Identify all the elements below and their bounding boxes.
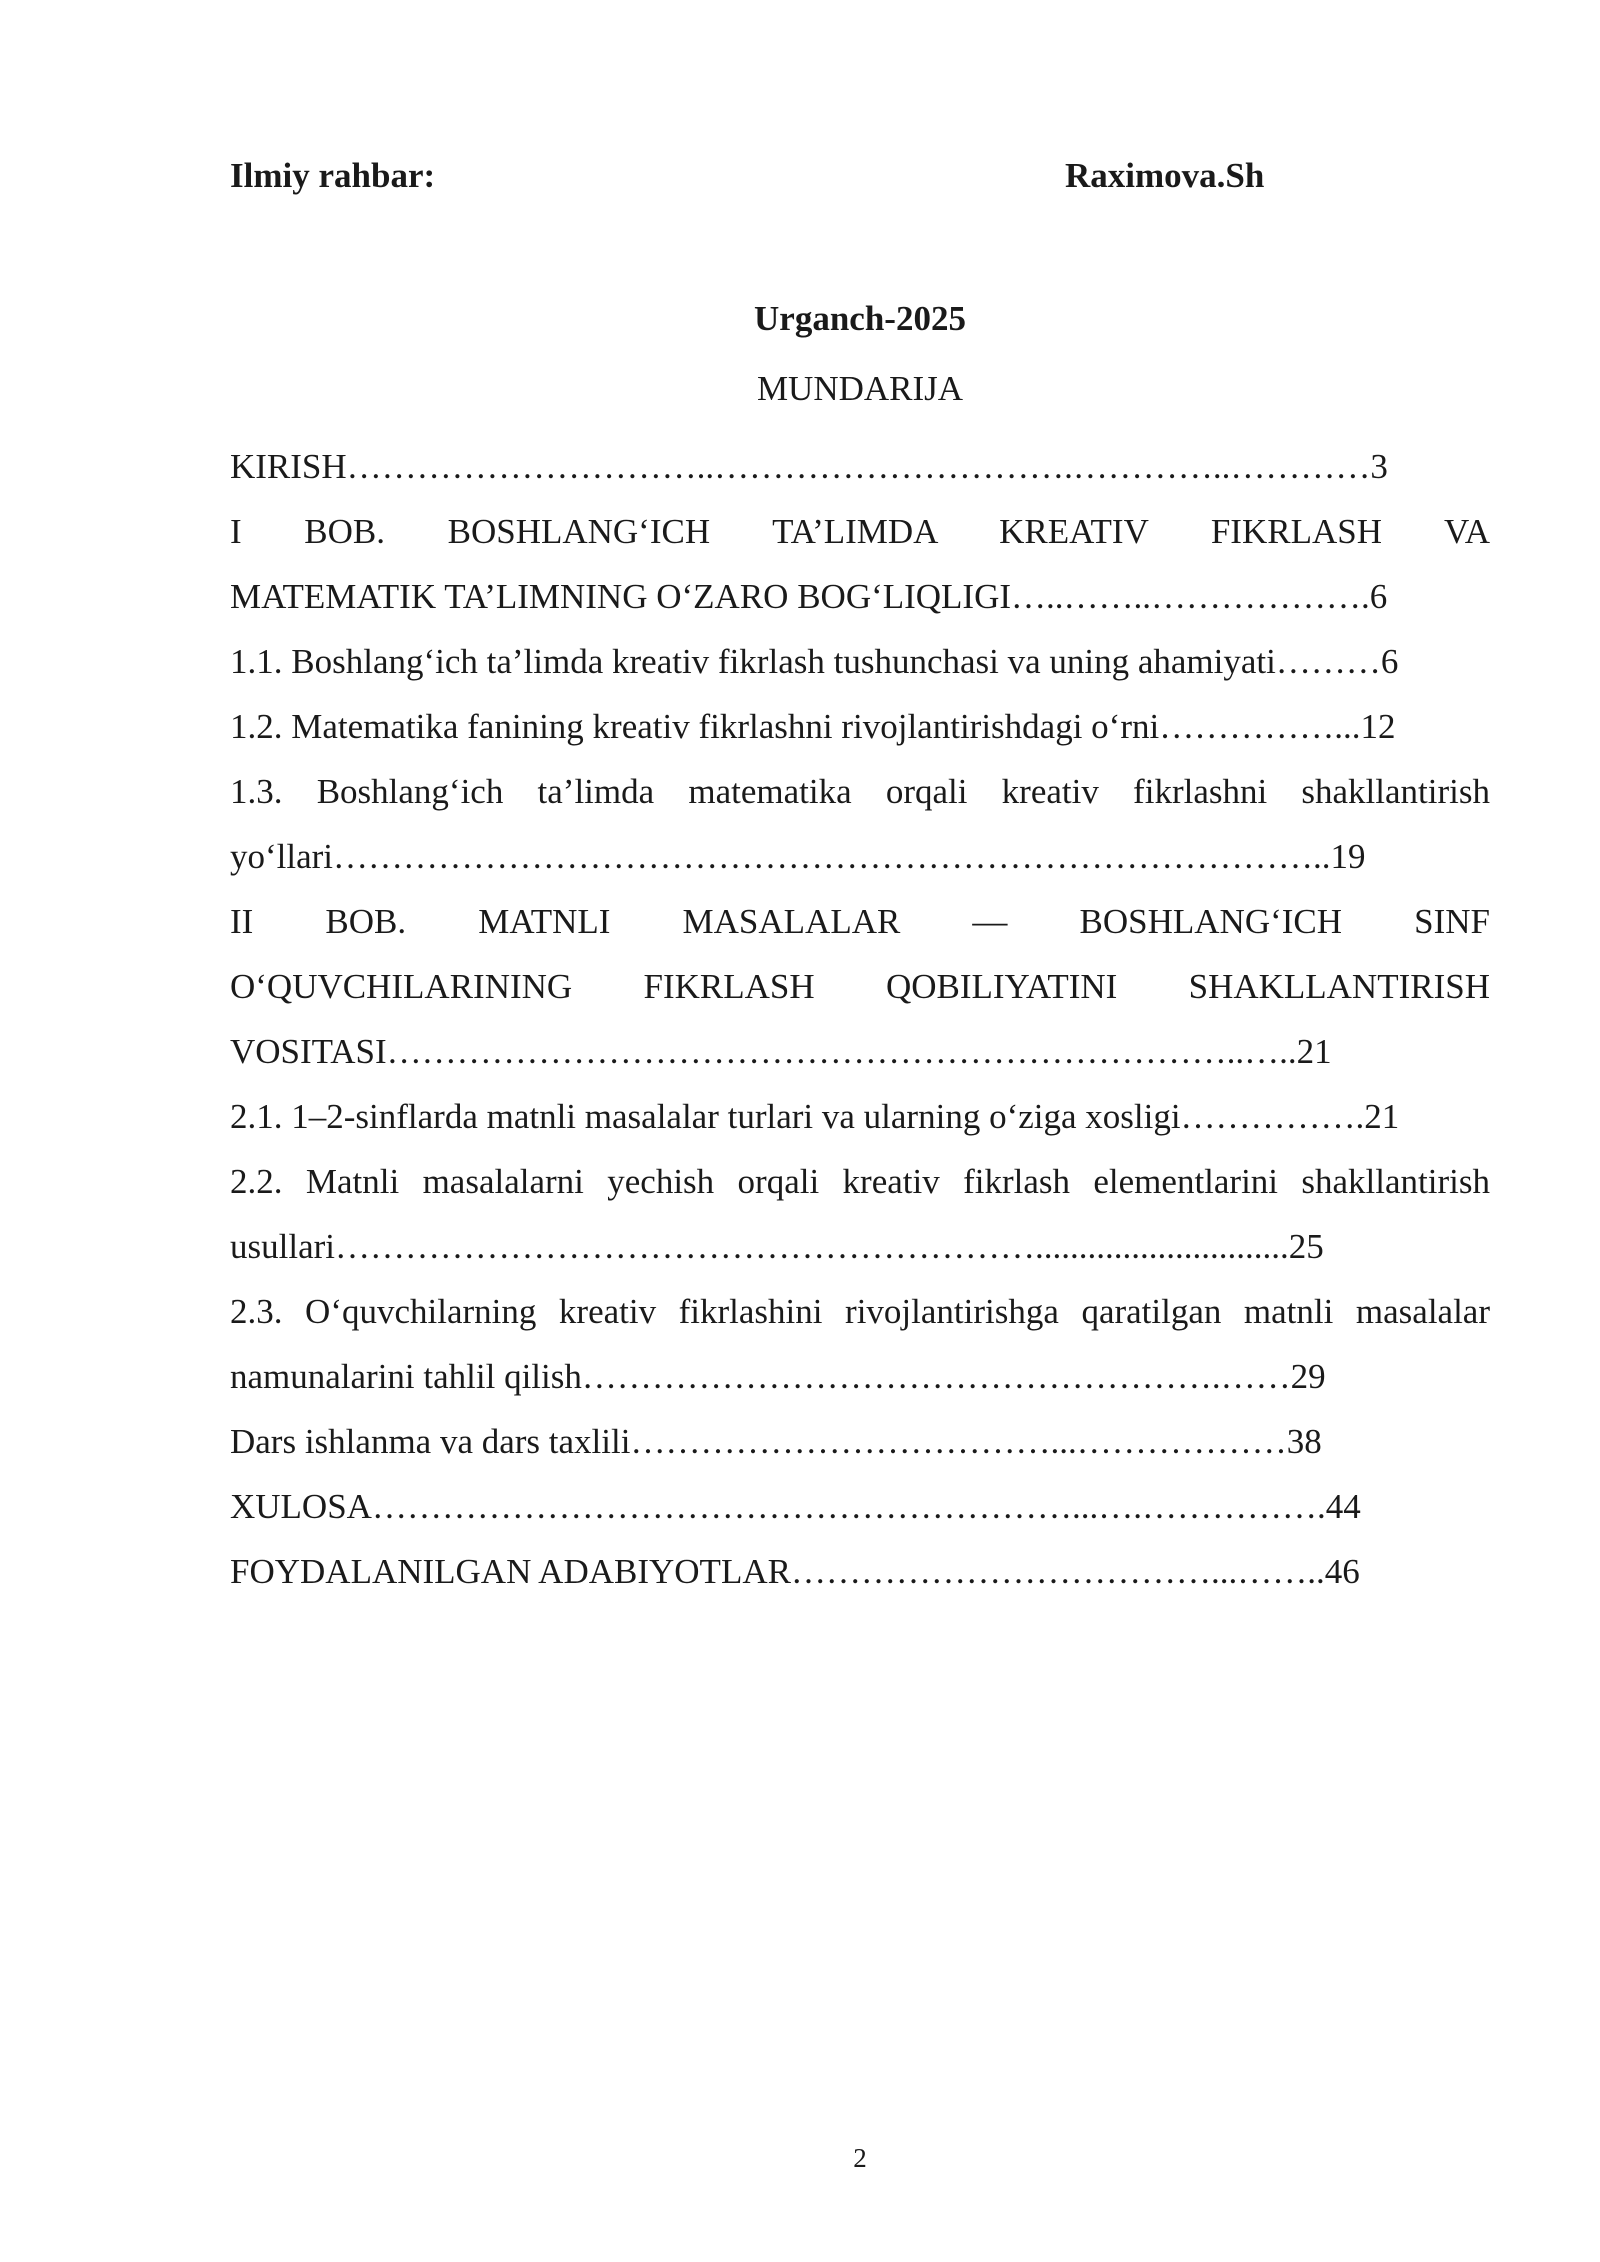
- toc-entry-chapter-2-cont: O‘QUVCHILARINING FIKRLASH QOBILIYATINI SHAKLLANTIRISH: [230, 967, 1490, 1006]
- toc-entry-1-1: 1.1. Boshlang‘ich ta’limda kreativ fikrlash tushunchasi va uning ahamiyati………6: [230, 642, 1399, 681]
- place-year: Urganch-2025: [754, 299, 966, 338]
- toc-entry-conclusion: XULOSA……………………………………………………...….…………….44: [230, 1487, 1361, 1526]
- toc-entry-2-3-cont: namunalarini tahlil qilish……………………………………………….……29: [230, 1357, 1326, 1396]
- toc-entry-chapter-2-end: VOSITASI………………………………………………………………..…..21: [230, 1032, 1332, 1071]
- toc-title: MUNDARIJA: [756, 369, 964, 408]
- page-number: 2: [853, 2143, 867, 2173]
- toc-entry-references: FOYDALANILGAN ADABIYOTLAR………………………………...……..46: [230, 1552, 1360, 1591]
- table-of-contents: [230, 434, 1490, 1604]
- toc-entry-2-2-cont: usullari…………………………………………………….............................25: [230, 1227, 1324, 1266]
- supervisor-label: Ilmiy rahbar:: [230, 156, 436, 195]
- toc-entry-1-3-cont: yo‘llari…………………………………………………………………………..19: [230, 837, 1366, 876]
- toc-entry-2-3: 2.3. O‘quvchilarning kreativ fikrlashini rivojlantirishga qaratilgan matnli masalalar: [230, 1292, 1490, 1331]
- toc-entry-1-3: 1.3. Boshlang‘ich ta’limda matematika orqali kreativ fikrlashni shakllantirish: [230, 772, 1490, 811]
- toc-entry-2-1: 2.1. 1–2-sinflarda matnli masalalar turlari va ularning o‘ziga xosligi…………….21: [230, 1097, 1400, 1136]
- toc-entry-lesson-plan: Dars ishlanma va dars taxlili………………………………...………………38: [230, 1422, 1322, 1461]
- toc-entry-chapter-1-cont: MATEMATIK TA’LIMNING O‘ZARO BOG‘LIQLIGI…..……..……………….6: [230, 577, 1388, 616]
- toc-entry-chapter-2: II BOB. MATNLI MASALALAR — BOSHLANG‘ICH SINF: [230, 902, 1490, 941]
- toc-entry-1-2: 1.2. Matematika fanining kreativ fikrlashni rivojlantirishdagi o‘rni……………...12: [230, 707, 1396, 746]
- toc-entry-chapter-1: I BOB. BOSHLANG‘ICH TA’LIMDA KREATIV FIKRLASH VA: [230, 512, 1490, 551]
- toc-entry-2-2: 2.2. Matnli masalalarni yechish orqali kreativ fikrlash elementlarini shakllantirish: [230, 1162, 1490, 1201]
- toc-entry-kirish: KIRISH…………………………..………………………….…………..…………3: [230, 447, 1388, 486]
- supervisor-name: Raximova.Sh: [1065, 156, 1265, 195]
